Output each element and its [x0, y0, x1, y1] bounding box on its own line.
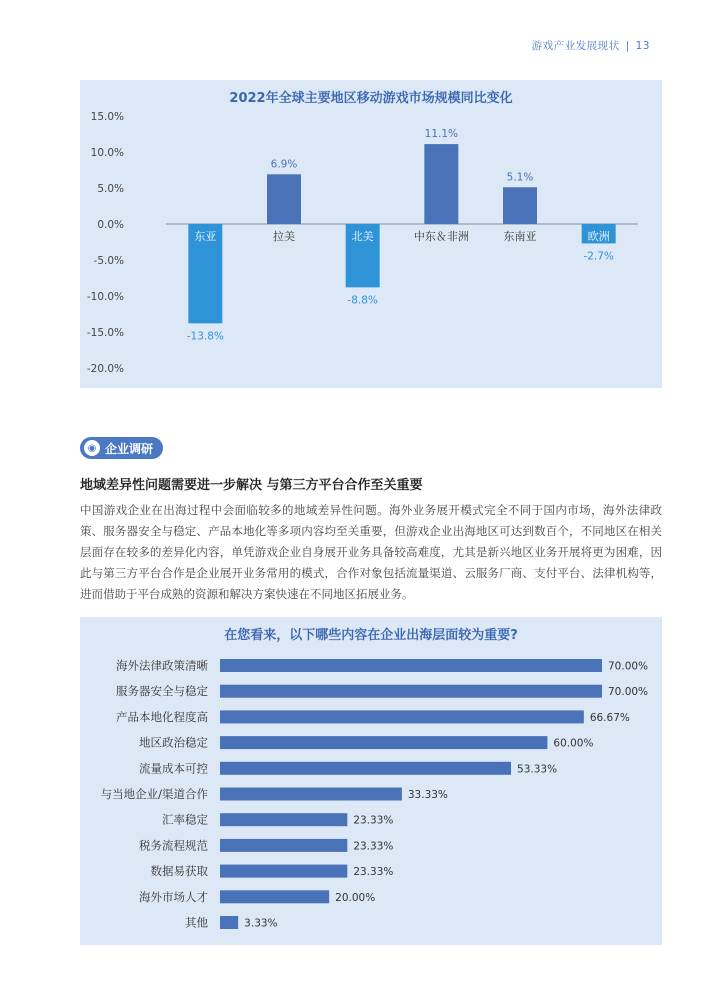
y-tick-label: -5.0% — [93, 255, 124, 267]
y-tick-label: 10.0% — [90, 147, 124, 159]
data-label: 33.33% — [407, 789, 448, 801]
bar — [220, 916, 238, 929]
header-separator: | — [625, 40, 630, 52]
data-label: 3.33% — [244, 917, 278, 930]
category-label: 海外市场人才 — [139, 889, 208, 904]
bar — [220, 736, 547, 749]
chart1-title: 2022年全球主要地区移动游戏市场规模同比变化 — [229, 91, 513, 106]
running-header — [532, 38, 650, 53]
y-tick-label: -10.0% — [86, 291, 124, 303]
subheading: 地域差异性问题需要进一步解决 与第三方平台合作至关重要 — [80, 478, 423, 493]
data-label: -2.7% — [583, 250, 614, 263]
category-label: 拉美 — [273, 230, 295, 243]
data-label: 5.1% — [506, 171, 534, 184]
yoy-growth-chart — [80, 80, 662, 388]
y-tick-label: 15.0% — [90, 111, 124, 123]
section-tag — [80, 437, 163, 459]
bar — [424, 144, 458, 224]
bar — [220, 890, 329, 903]
survey-icon: ◉ — [84, 440, 100, 456]
category-label: 数据易获取 — [150, 864, 208, 879]
section-name: 游戏产业发展现状 — [531, 40, 620, 52]
data-label: 11.1% — [424, 128, 459, 141]
category-label: 中东＆非洲 — [413, 230, 469, 243]
bar — [220, 865, 347, 878]
y-tick-label: -15.0% — [86, 327, 124, 339]
bar — [220, 788, 402, 801]
survey-chart-panel — [80, 617, 662, 945]
category-label: 与当地企业/渠道合作 — [100, 787, 208, 801]
yoy-chart-panel — [80, 80, 662, 388]
data-label: -13.8% — [186, 330, 224, 343]
category-label: 地区政治稳定 — [139, 735, 208, 750]
data-label: 20.00% — [335, 891, 376, 904]
body-paragraph: 中国游戏企业在出海过程中会面临较多的地域差异性问题。海外业务展开模式完全不同于国内市场，海外法律政策、服务器安全与稳定、产品本地化等多项内容均至关重要，但游戏企业出海地区可达到数百个，不同地区在相关层面存在较多的差异化内容，单凭游戏企业自身展开业务具备较高难度，尤其是新兴地区业务开展将更为困难，因此与第三方平台合作是企业展开业务常用的模式，合作对象包括流量渠道、云服务厂商、支付平台、法律机构等，进而借助于平台成熟的资源和解决方案快速在不同地区拓展业务。 — [80, 503, 662, 601]
data-label: -8.8% — [347, 294, 378, 307]
category-label: 汇率稳定 — [162, 812, 208, 827]
data-label: 23.33% — [353, 866, 394, 879]
bar — [220, 685, 602, 698]
y-tick-label: -20.0% — [86, 363, 124, 375]
category-label: 东亚 — [194, 230, 217, 243]
data-label: 6.9% — [270, 158, 298, 171]
survey-importance-chart — [80, 617, 662, 945]
page-number: 13 — [635, 40, 650, 52]
bar — [220, 813, 347, 826]
bar — [220, 762, 511, 775]
category-label: 海外法律政策清晰 — [116, 658, 208, 673]
bar — [220, 659, 602, 672]
data-label: 60.00% — [553, 737, 594, 750]
category-label: 其他 — [185, 915, 208, 930]
data-label: 23.33% — [353, 840, 394, 853]
data-label: 70.00% — [608, 686, 649, 699]
category-label: 税务流程规范 — [139, 838, 208, 853]
category-label: 东南亚 — [503, 230, 537, 243]
bar — [220, 839, 347, 852]
bar — [503, 187, 537, 224]
data-label: 53.33% — [517, 763, 558, 776]
chart2-title: 在您看来，以下哪些内容在企业出海层面较为重要? — [224, 628, 518, 643]
y-tick-label: 5.0% — [97, 183, 124, 195]
category-label: 流量成本可控 — [139, 761, 208, 776]
section-tag-label: 企业调研 — [105, 441, 154, 456]
category-label: 产品本地化程度高 — [116, 709, 208, 724]
y-tick-label: 0.0% — [97, 219, 124, 231]
data-label: 70.00% — [608, 660, 649, 673]
bar — [220, 710, 584, 723]
data-label: 66.67% — [589, 711, 630, 724]
category-label: 服务器安全与稳定 — [116, 684, 208, 699]
bar — [267, 174, 301, 224]
data-label: 23.33% — [353, 814, 394, 827]
category-label: 北美 — [351, 230, 374, 243]
category-label: 欧洲 — [587, 230, 610, 243]
